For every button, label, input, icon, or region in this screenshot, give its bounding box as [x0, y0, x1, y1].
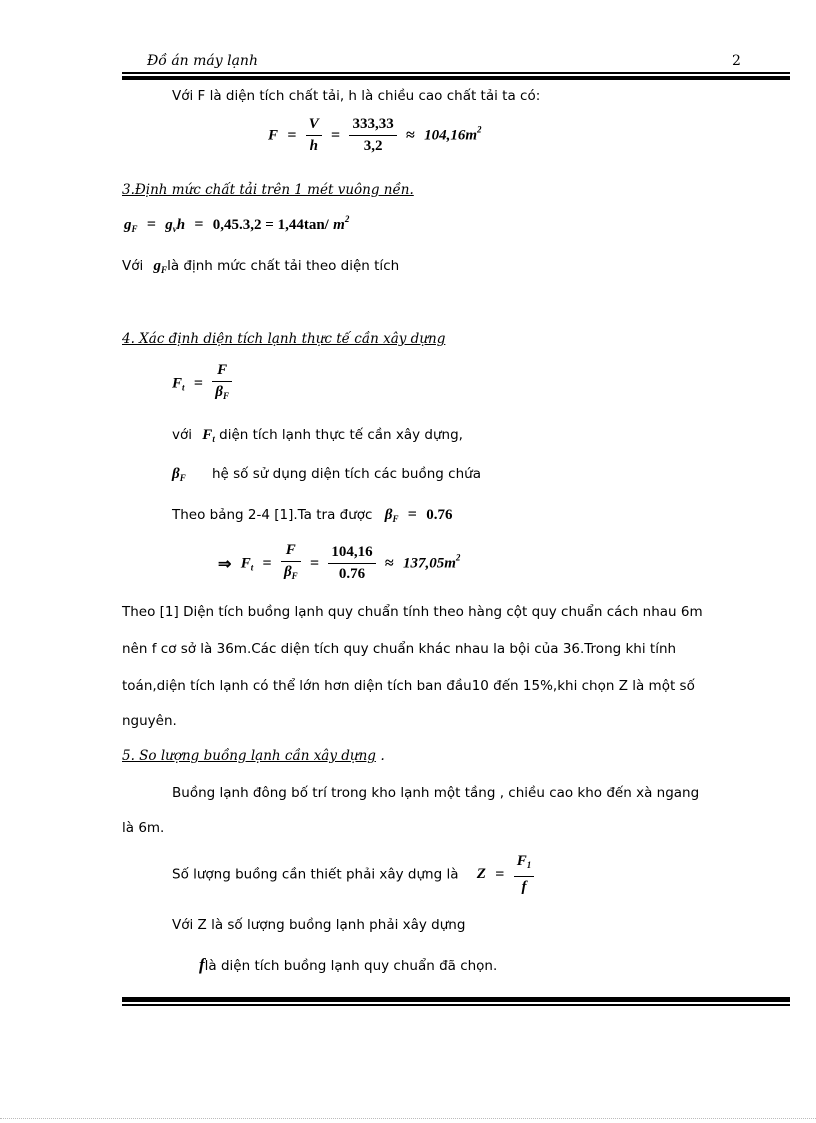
eq1-den2: 3,2	[363, 138, 383, 154]
z-den: f	[521, 879, 527, 895]
eq3-unit: m	[333, 217, 345, 233]
beta-symbol: β	[172, 466, 180, 482]
header-title: Đồ án máy lạnh	[147, 53, 258, 69]
calc-beta-sub: F	[291, 571, 298, 581]
section5-line-2: là 6m.	[122, 820, 165, 836]
section5-title-tail: .	[375, 748, 385, 764]
ft-note-post: diện tích lạnh thực tế cần xây dựng,	[219, 427, 463, 443]
calc-den1	[281, 562, 301, 587]
eq1-num1: V	[306, 114, 322, 136]
lookup-equals: =	[407, 506, 417, 523]
section5-heading	[122, 748, 385, 764]
f-note-symbol: f	[199, 955, 205, 974]
eq1-fraction-1	[306, 114, 322, 157]
eq1-equals-1: =	[287, 126, 297, 144]
z-equals: =	[495, 865, 505, 883]
calc-num1: F	[281, 540, 301, 562]
lookup-beta: β	[384, 507, 393, 523]
z-symbol: Z	[476, 866, 486, 882]
z-num	[514, 851, 535, 877]
beta-lookup	[172, 506, 452, 524]
paragraph-line-3: toán,diện tích lạnh có thể lớn hơn diện tích ban đầu10 đến 15%,khi chọn Z là một số	[122, 678, 695, 694]
ft-note-pre: với	[172, 427, 192, 443]
area-equation	[268, 114, 482, 157]
section5-line-1: Buồng lạnh đông bố trí trong kho lạnh một tầng , chiều cao kho đến xà ngang	[172, 785, 700, 801]
ft-num: F	[212, 360, 232, 382]
eq3-equals-2: =	[194, 216, 204, 233]
lookup-beta-sub: F	[392, 514, 399, 524]
eq3-formula: 0,45.3,2 = 1,44tan/	[212, 217, 329, 233]
g-sub-v: v	[172, 224, 177, 234]
calc-fraction-2	[328, 542, 375, 585]
eq1-equals-2: =	[331, 126, 341, 144]
gv-symbol: g	[165, 217, 173, 233]
section3-title: 3.Định mức chất tải trên 1 mét vuông nền.	[122, 182, 414, 198]
load-norm-formula	[124, 214, 349, 234]
z-num-F: F	[516, 853, 527, 869]
ft-fraction	[212, 360, 232, 407]
ft-note-F: F	[202, 427, 213, 443]
ft-beta-sub: F	[222, 391, 229, 401]
f-note-text: là diện tích buồng lạnh quy chuẩn đã chọn.	[204, 958, 498, 974]
intro-text: Với F là diện tích chất tải, h là chiều cao chất tải ta có:	[172, 88, 541, 104]
implies-arrow: ⇒	[218, 555, 232, 573]
eq1-sup: 2	[477, 124, 482, 135]
beta-note-text: hệ số sử dụng diện tích các buồng chứa	[212, 466, 481, 482]
s3-note-g: g	[153, 258, 162, 274]
ft-sub: t	[182, 382, 185, 393]
ft-beta: β	[215, 384, 223, 400]
eq1-result: 104,16m	[424, 127, 478, 144]
eq1-fraction-2	[349, 114, 396, 157]
paragraph-line-4: nguyên.	[122, 713, 177, 729]
eq1-approx: ≈	[406, 126, 415, 144]
paragraph-line-2: nên f cơ sở là 36m.Các diện tích quy chuẩn khác nhau la bội của 36.Trong khi tính	[122, 641, 677, 657]
g-symbol: g	[124, 217, 132, 233]
eq3-h: h	[176, 217, 186, 233]
footer-rule-thin	[122, 1004, 790, 1006]
g-sub-f: F	[131, 224, 138, 234]
page-number: 2	[732, 53, 741, 69]
z-num-sub: 1	[526, 860, 532, 870]
ft-note-sub: t	[212, 434, 215, 444]
z-note: Với Z là số lượng buồng lạnh phải xây dựng	[172, 917, 466, 933]
ft-definition	[172, 360, 232, 407]
eq1-den1: h	[309, 138, 318, 154]
s3-note-sub: F	[161, 265, 168, 275]
section3-note	[122, 258, 399, 275]
calc-beta: β	[283, 564, 292, 580]
calc-fraction-1	[281, 540, 301, 587]
ft-calculation	[218, 540, 460, 587]
page-edge-dots	[0, 1118, 816, 1119]
footer-rule-thick	[122, 997, 790, 1002]
beta-value: 0.76	[426, 507, 453, 523]
header-rule-thin	[122, 72, 790, 74]
calc-equals-1: =	[262, 554, 272, 572]
z-formula-row	[172, 851, 534, 898]
ft-equals: =	[193, 374, 203, 392]
z-fraction	[514, 851, 535, 898]
beta-sub: F	[179, 473, 186, 483]
eq1-lhs: F	[268, 127, 279, 144]
header-rule-thick	[122, 76, 790, 80]
beta-note	[172, 466, 481, 483]
calc-equals-2: =	[309, 554, 320, 572]
eq1-num2: 333,33	[349, 114, 396, 136]
section4-title: 4. Xác định diện tích lạnh thực tế cần xây dựng	[122, 331, 446, 347]
f-note	[199, 955, 497, 975]
z-formula-text: Số lượng buồng cần thiết phải xây dựng là	[172, 866, 459, 883]
ft-note	[172, 427, 463, 444]
ft-den	[212, 382, 232, 407]
s3-note-post: là định mức chất tải theo diện tích	[167, 258, 400, 274]
calc-sup: 2	[455, 552, 461, 563]
calc-result: 137,05m	[403, 555, 456, 572]
calc-num2: 104,16	[328, 542, 375, 564]
eq3-sup: 2	[344, 214, 350, 224]
calc-F-sub: t	[250, 562, 254, 573]
s3-note-pre: Với	[122, 258, 144, 274]
calc-den2: 0.76	[338, 566, 366, 582]
calc-approx: ≈	[384, 554, 394, 572]
section5-title: 5. So lượng buồng lạnh cần xây dựng	[122, 748, 376, 764]
eq3-equals-1: =	[146, 216, 156, 233]
ft-F: F	[172, 375, 183, 392]
paragraph-line-1: Theo [1] Diện tích buồng lạnh quy chuẩn tính theo hàng cột quy chuẩn cách nhau 6m	[122, 604, 703, 620]
lookup-text: Theo bảng 2-4 [1].Ta tra được	[172, 507, 373, 523]
calc-F: F	[240, 555, 251, 572]
